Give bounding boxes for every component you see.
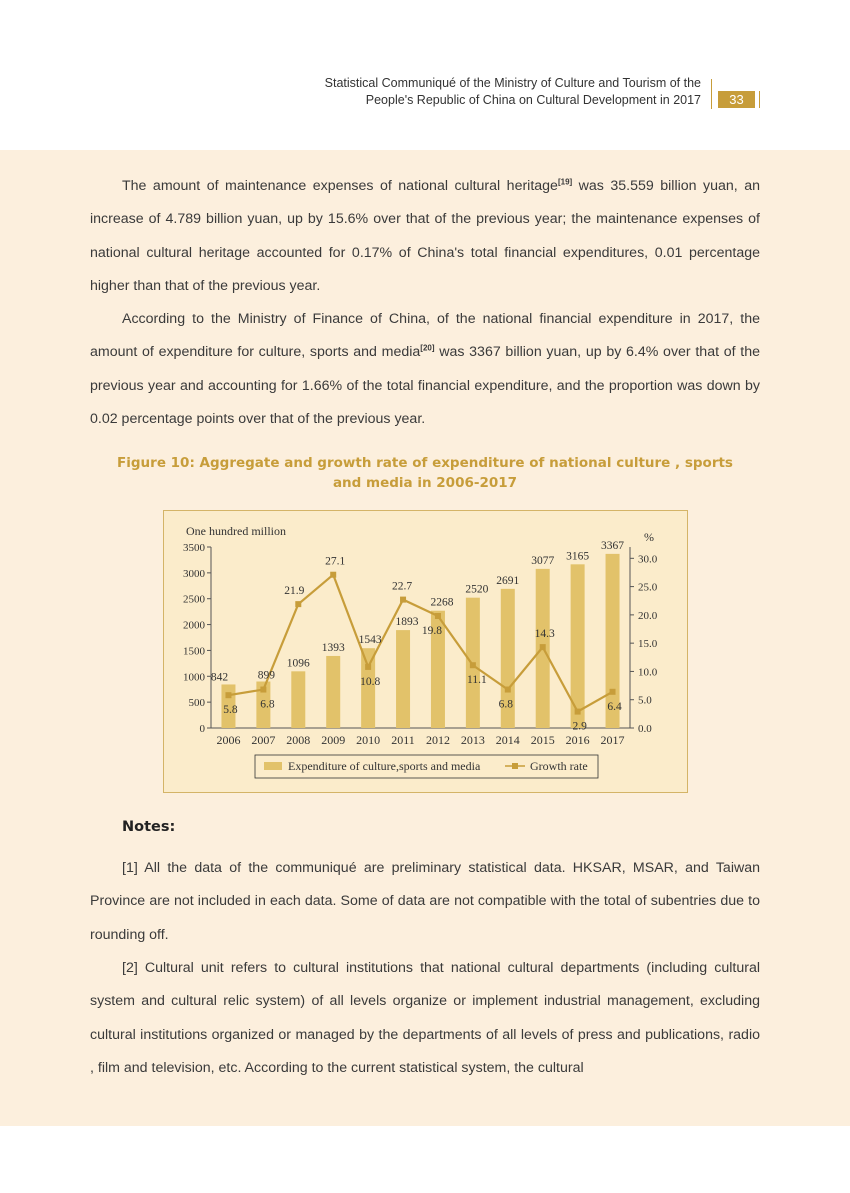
x-tick-label: 2007	[251, 733, 276, 747]
page-number: 33	[718, 91, 755, 108]
growth-rate-label: 22.7	[391, 580, 413, 593]
y2-tick-label: 20.0	[638, 609, 658, 622]
growth-rate-marker	[575, 709, 581, 715]
x-tick-label: 2011	[391, 733, 415, 747]
x-tick-label: 2013	[460, 733, 485, 747]
growth-rate-label: 2.9	[572, 720, 587, 733]
note-1: [1] All the data of the communiqué are preliminary statistical data. HKSAR, MSAR, and Taiwan Province are not included in each data. Some of data are not compatible with the total of subentries due to rounding off.	[90, 860, 760, 943]
combo-chart	[164, 511, 687, 792]
paragraph-text: was 3367 billion yuan, up by 6.4% over that of the previous year and accounting for 1.66% of the total financial expenditure, and the proportion was down by 0.02 percentage points over that of the previous year.	[90, 344, 760, 427]
running-title-line1: Statistical Communiqué of the Ministry of Culture and Tourism of the	[324, 76, 701, 90]
paragraph-heritage-expenses	[90, 170, 760, 303]
y2-axis-label: %	[644, 530, 654, 544]
bar-value-label: 2691	[496, 574, 520, 587]
growth-rate-label: 6.8	[260, 698, 275, 711]
bar-value-label: 1893	[395, 616, 419, 629]
y2-tick-label: 30.0	[638, 553, 658, 566]
growth-rate-marker	[225, 692, 231, 698]
bar-value-label: 842	[210, 671, 229, 684]
legend-bar-swatch	[264, 762, 282, 770]
note-2: [2] Cultural unit refers to cultural institutions that national cultural departments (including cultural system and cultural relic system) of all levels organize or implement industrial management, excluding cultural institutions organized or managed by the departments of all levels of press and publications, radio , film and television, etc. According to the current statistical system, the cultural	[90, 960, 760, 1076]
bar	[291, 671, 305, 728]
y2-tick-label: 25.0	[638, 581, 658, 594]
growth-rate-marker	[505, 687, 511, 693]
bar-value-label: 1096	[286, 657, 310, 670]
growth-rate-marker	[260, 687, 266, 693]
x-tick-label: 2010	[356, 733, 381, 747]
growth-rate-label: 11.1	[467, 674, 487, 687]
growth-rate-marker	[610, 689, 616, 695]
growth-rate-marker	[470, 662, 476, 668]
growth-rate-label: 21.9	[284, 585, 305, 598]
footnote-ref-20: [20]	[420, 343, 435, 353]
bar-value-label: 3165	[566, 550, 590, 563]
y-tick-label: 500	[188, 697, 205, 710]
growth-rate-label: 10.8	[360, 675, 381, 688]
bar	[396, 630, 410, 728]
notes-heading: Notes:	[122, 819, 176, 835]
chart-container	[163, 510, 688, 793]
header-divider	[711, 79, 712, 109]
x-tick-label: 2006	[216, 733, 241, 747]
y-tick-label: 0	[199, 723, 205, 735]
figure-title-line2: and media in 2006-2017	[332, 475, 518, 491]
y-axis-label: One hundred million	[186, 524, 286, 538]
paragraph-finance-expenditure	[90, 303, 760, 436]
running-title	[325, 75, 701, 109]
y-tick-label: 1000	[183, 671, 205, 684]
bar-value-label: 1543	[358, 634, 382, 647]
growth-rate-label: 5.8	[223, 704, 238, 717]
growth-rate-label: 19.8	[421, 625, 443, 638]
y-tick-label: 2500	[183, 593, 205, 606]
x-tick-label: 2009	[321, 733, 346, 747]
paragraph-text: The amount of maintenance expenses of national cultural heritage	[122, 178, 558, 194]
bar-value-label: 2268	[430, 596, 454, 609]
page-header	[0, 0, 850, 150]
bar-value-label: 3077	[531, 554, 555, 567]
growth-rate-label: 27.1	[325, 555, 346, 568]
header-divider-right	[759, 91, 760, 108]
bar-value-label: 899	[257, 669, 275, 682]
x-tick-label: 2014	[495, 733, 520, 747]
growth-rate-marker	[365, 664, 371, 670]
figure-title-line1: Figure 10: Aggregate and growth rate of expenditure of national culture , sports	[117, 455, 733, 471]
y2-tick-label: 10.0	[638, 666, 658, 679]
bar-value-label: 1393	[321, 641, 345, 654]
footnote-ref-19: [19]	[557, 177, 573, 187]
x-tick-label: 2016	[565, 733, 590, 747]
paragraph-text: According to the Ministry of Finance of China, of the national financial expenditure in 2017, the amount of expenditure for culture, sports and media	[90, 311, 760, 361]
y-tick-label: 1500	[183, 645, 205, 658]
y2-tick-label: 15.0	[638, 638, 658, 651]
bar	[361, 648, 375, 728]
x-tick-label: 2017	[600, 733, 625, 747]
y-tick-label: 3000	[183, 567, 205, 580]
legend-line-marker	[512, 763, 518, 769]
growth-rate-label: 6.8	[498, 698, 513, 711]
x-tick-label: 2008	[286, 733, 311, 747]
growth-rate-marker	[295, 601, 301, 607]
x-tick-label: 2012	[425, 733, 450, 747]
growth-rate-marker	[435, 613, 441, 619]
x-tick-label: 2015	[530, 733, 555, 747]
growth-rate-marker	[330, 572, 336, 578]
legend-line-label: Growth rate	[530, 759, 588, 773]
growth-rate-marker	[540, 644, 546, 650]
y-tick-label: 2000	[183, 619, 205, 632]
growth-rate-label: 14.3	[534, 628, 555, 641]
y2-tick-label: 0.0	[638, 723, 652, 735]
paragraph-text: was 35.559 billion yuan, an increase of 4.789 billion yuan, up by 15.6% over that of the previous year; the maintenance expenses of national cultural heritage accounted for 0.17% of China's total financial expenditures, 0.01 percentage higher than that of the previous year.	[90, 178, 760, 294]
bar	[326, 656, 340, 728]
legend-bar-label: Expenditure of culture,sports and media	[288, 759, 481, 773]
growth-rate-label: 6.4	[607, 700, 622, 713]
y2-tick-label: 5.0	[638, 694, 652, 707]
y-tick-label: 3500	[183, 542, 205, 554]
bar-value-label: 2520	[465, 583, 489, 596]
running-title-line2: People's Republic of China on Cultural Development in 2017	[365, 93, 701, 107]
bar-value-label: 3367	[601, 539, 625, 552]
growth-rate-marker	[400, 597, 406, 603]
figure-title	[90, 453, 760, 493]
